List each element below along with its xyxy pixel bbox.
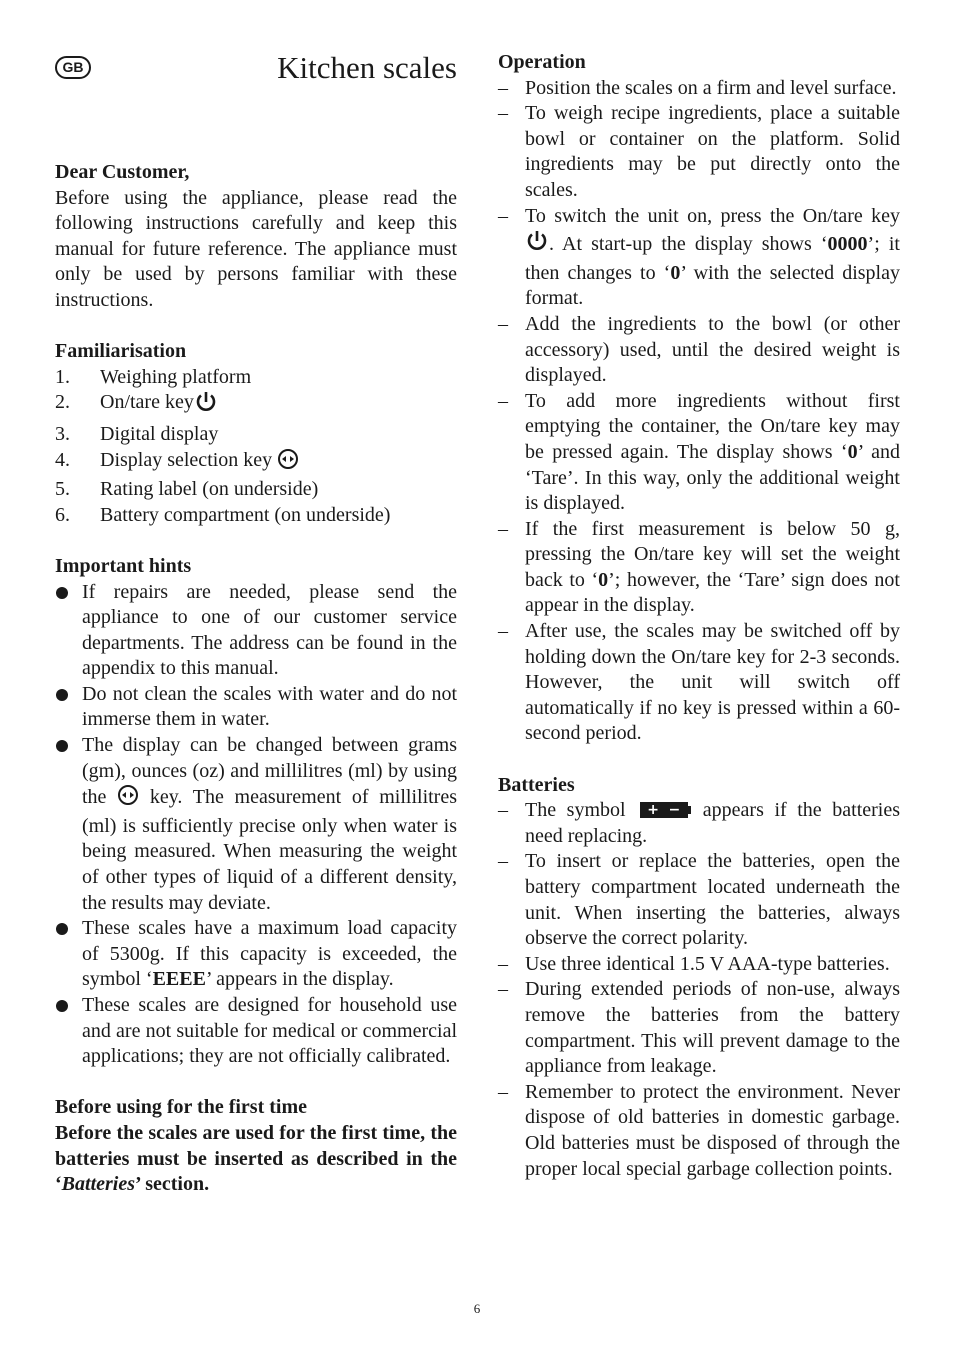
- list-item: [55, 365, 457, 391]
- operation-text: To weigh recipe ingredients, place a suitable bowl or container on the platform. Solid ingredients may be put directly onto the scales.: [525, 102, 900, 201]
- operation-text: After use, the scales may be switched off by holding down the On/tare key for 2-3 seconds. However, the unit will switch off automatically if no key is pressed within a 60-second period.: [525, 620, 900, 745]
- item-number: 6.: [55, 503, 70, 526]
- hint-text: If repairs are needed, please send the appliance to one of our customer service departments. The address can be found in the appendix to this manual.: [82, 580, 457, 680]
- bullet-icon: [55, 580, 82, 682]
- list-item: – The symbol + − appears if the batteries need replacing.: [498, 798, 900, 849]
- operation-text: If the first measurement is below 50 g, pressing the On/tare key will set the weight back to ‘0’; however, the ‘Tare’ sign does not appear in the display.: [525, 517, 900, 617]
- hint-text: These scales are designed for household use and are not suitable for medical or commercial applications; they are not officially calibrated.: [82, 994, 457, 1068]
- power-icon: [194, 390, 218, 422]
- bullet-icon: [55, 733, 82, 916]
- left-column: [55, 50, 457, 1198]
- batteries-section: [498, 773, 900, 1183]
- intro-heading: Dear Customer,: [55, 161, 190, 183]
- list-item: – To insert or replace the batteries, open the battery compartment located underneath the unit. When inserting the batteries, always observe the correct polarity.: [498, 849, 900, 951]
- list-item: – To switch the unit on, press the On/tare key . At start-up the display shows ‘0000’; it then changes to ‘0’ with the selected display format.: [498, 204, 900, 312]
- item-label: Battery compartment (on underside): [100, 503, 391, 526]
- operation-section: [498, 50, 900, 747]
- first-time-text: Before the scales are used for the first time, the batteries must be inserted as described in the ‘Batteries’ section.: [55, 1121, 457, 1196]
- item-number: 1.: [55, 365, 70, 388]
- batteries-heading: Batteries: [498, 773, 575, 796]
- list-item: [55, 733, 457, 916]
- operation-heading: Operation: [498, 51, 586, 73]
- unit-selection-icon: [117, 784, 139, 814]
- item-label: Weighing platform: [100, 365, 252, 388]
- hint-text: Do not clean the scales with water and do not immerse them in water.: [82, 682, 457, 731]
- list-item: – After use, the scales may be switched off by holding down the On/tare key for 2-3 seconds. However, the unit will switch off automatically if no key is pressed within a 60-second period.: [498, 619, 900, 747]
- batteries-text: To insert or replace the batteries, open the battery compartment located underneath the unit. When inserting the batteries, always observe the correct polarity.: [525, 850, 900, 950]
- list-item: – Position the scales on a firm and level surface.: [498, 76, 900, 102]
- list-item: – To weigh recipe ingredients, place a suitable bowl or container on the platform. Solid ingredients may be put directly onto the scales.: [498, 101, 900, 203]
- list-item: [55, 580, 457, 682]
- right-column: [498, 50, 900, 1182]
- item-number: 2.: [55, 391, 70, 414]
- first-time-section: [55, 1095, 457, 1197]
- list-item: – Use three identical 1.5 V AAA-type batteries.: [498, 952, 900, 978]
- list-item: [55, 916, 457, 993]
- bullet-icon: [55, 682, 82, 733]
- batteries-text: The symbol + − appears if the batteries need replacing.: [525, 799, 901, 847]
- hints-heading: Important hints: [55, 554, 192, 577]
- batteries-text: Use three identical 1.5 V AAA-type batteries.: [525, 952, 890, 975]
- operation-text: To add more ingredients without first emptying the container, the On/tare key may be pressed again. The display shows ‘0’ and ‘Tare’. In this way, only the additional weight is displayed.: [525, 389, 901, 515]
- hint-text: These scales have a maximum load capacity of 5300g. If this capacity is exceeded, the symbol ‘EEEE’ appears in the display.: [82, 917, 457, 991]
- list-item: [55, 503, 457, 529]
- item-label: Rating label (on underside): [100, 478, 319, 501]
- list-item: – If the first measurement is below 50 g, pressing the On/tare key will set the weight back to ‘0’; however, the ‘Tare’ sign does not appear in the display.: [498, 517, 900, 619]
- familiarisation-section: [55, 339, 457, 528]
- item-label: Digital display: [100, 422, 219, 445]
- item-number: 5.: [55, 478, 70, 501]
- operation-text: To switch the unit on, press the On/tare key . At start-up the display shows ‘0000’; it then changes to ‘0’ with the selected display format.: [525, 204, 900, 310]
- list-item: – Add the ingredients to the bowl (or other accessory) used, until the desired weight is displayed.: [498, 312, 900, 389]
- intro-text: Before using the appliance, please read the following instructions carefully and keep this manual for future reference. The appliance must only be used by persons familiar with these instructions.: [55, 186, 457, 311]
- item-number: 3.: [55, 422, 70, 445]
- batteries-list: [498, 798, 900, 1182]
- unit-selection-icon: [277, 448, 299, 478]
- familiarisation-heading: Familiarisation: [55, 340, 187, 363]
- list-item: – During extended periods of non-use, always remove the batteries from the battery compartment. This will prevent damage to the appliance from leakage.: [498, 977, 900, 1079]
- low-battery-icon: + −: [640, 802, 688, 818]
- page-header: [55, 50, 457, 160]
- list-item: [55, 682, 457, 733]
- list-item: [55, 448, 457, 478]
- batteries-text: Remember to protect the environment. Never dispose of old batteries in domestic garbage. Old batteries must be disposed of through the proper local special garbage collection points.: [525, 1080, 900, 1180]
- list-item: [55, 390, 457, 422]
- bullet-icon: [55, 993, 82, 1070]
- item-number: 4.: [55, 448, 70, 471]
- item-label: On/tare key: [100, 391, 194, 414]
- language-badge: GB: [55, 56, 91, 79]
- page-number: 6: [473, 1301, 481, 1316]
- bullet-icon: [55, 916, 82, 993]
- power-icon: [525, 229, 549, 261]
- list-item: – Remember to protect the environment. Never dispose of old batteries in domestic garbage. Old batteries must be disposed of through the proper local special garbage collection points.: [498, 1080, 900, 1182]
- page-title: Kitchen scales: [277, 50, 457, 85]
- list-item: [55, 477, 457, 503]
- list-item: [55, 993, 457, 1070]
- hints-section: [55, 554, 457, 1070]
- batteries-text: During extended periods of non-use, always remove the batteries from the battery compartment. This will prevent damage to the appliance from leakage.: [525, 978, 900, 1078]
- operation-list: [498, 76, 900, 747]
- list-item: [55, 422, 457, 448]
- hints-list: [55, 580, 457, 1070]
- list-item: – To add more ingredients without first emptying the container, the On/tare key may be pressed again. The display shows ‘0’ and ‘Tare’. In this way, only the additional weight is displayed.: [498, 389, 900, 517]
- hint-text: The display can be changed between grams (gm), ounces (oz) and millilitres (ml) by using the key. The measurement of millilitres (ml) is sufficiently precise only when water is being measured. When measuring the weight of other types of liquid of a different density, the results may deviate.: [82, 734, 458, 914]
- first-time-heading: Before using for the first time: [55, 1096, 307, 1119]
- item-label: Display selection key: [100, 448, 273, 471]
- operation-text: Position the scales on a firm and level surface.: [525, 76, 897, 99]
- operation-text: Add the ingredients to the bowl (or other accessory) used, until the desired weight is displayed.: [525, 312, 900, 387]
- parts-list: [55, 365, 457, 529]
- intro-section: [55, 160, 457, 314]
